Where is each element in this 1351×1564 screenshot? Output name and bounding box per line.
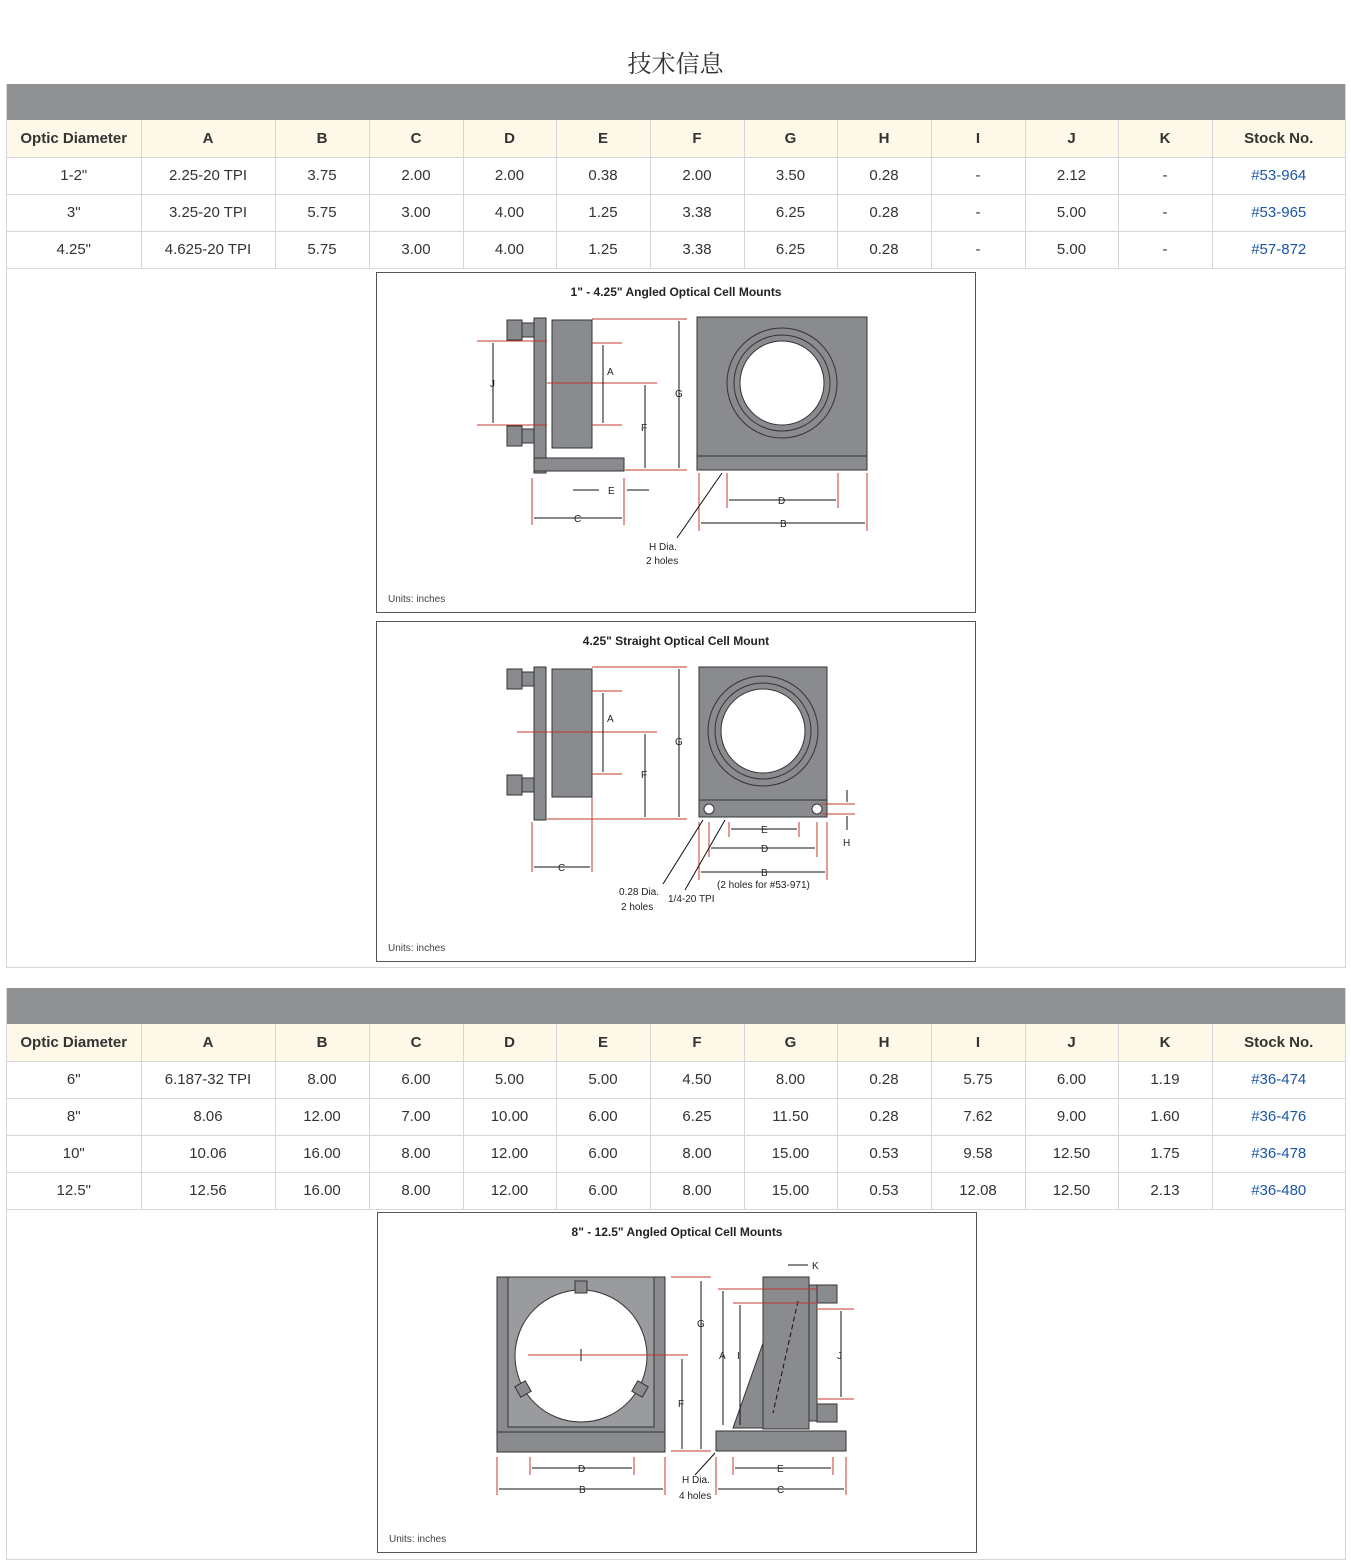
column-header: B bbox=[275, 1024, 369, 1061]
hole-label: 0.28 Dia. bbox=[619, 887, 660, 898]
dimension-cell: 2.00 bbox=[463, 157, 556, 194]
stock-number-cell bbox=[1212, 231, 1345, 268]
column-header: K bbox=[1118, 1024, 1212, 1061]
dimension-cell: 12.00 bbox=[463, 1135, 556, 1172]
dimension-cell: 6.00 bbox=[369, 1061, 463, 1098]
column-header: K bbox=[1118, 120, 1212, 157]
drawing-straight bbox=[376, 621, 976, 962]
dim-c-label: C bbox=[777, 1485, 785, 1496]
column-header: A bbox=[141, 1024, 275, 1061]
units-label: Units: inches bbox=[389, 1534, 447, 1545]
dimension-cell: 10.00 bbox=[463, 1098, 556, 1135]
column-header: Stock No. bbox=[1212, 1024, 1345, 1061]
column-header: B bbox=[275, 120, 369, 157]
dimension-cell: 1.75 bbox=[1118, 1135, 1212, 1172]
dimension-cell: 8.00 bbox=[275, 1061, 369, 1098]
section-header-bar bbox=[7, 84, 1345, 120]
dimension-cell: 1.60 bbox=[1118, 1098, 1212, 1135]
stock-number-cell bbox=[1212, 157, 1345, 194]
dimension-cell: 12.56 bbox=[141, 1172, 275, 1209]
dimension-cell: 1.25 bbox=[556, 231, 650, 268]
dim-f-label: F bbox=[641, 770, 648, 781]
drawing-title: 8" - 12.5" Angled Optical Cell Mounts bbox=[571, 1225, 783, 1239]
dimension-cell: 2.12 bbox=[1025, 157, 1118, 194]
thread-label: 1/4-20 TPI bbox=[668, 894, 715, 905]
column-header: C bbox=[369, 1024, 463, 1061]
units-label: Units: inches bbox=[388, 943, 446, 954]
dimension-cell: 3.38 bbox=[650, 231, 744, 268]
table-row bbox=[7, 1098, 1345, 1135]
dim-j-label: J bbox=[837, 1351, 842, 1362]
dimension-cell: 12.50 bbox=[1025, 1172, 1118, 1209]
column-header: A bbox=[141, 120, 275, 157]
drawing-title: 4.25" Straight Optical Cell Mount bbox=[582, 634, 770, 648]
table-row bbox=[7, 231, 1345, 268]
stock-number-cell bbox=[1212, 194, 1345, 231]
stock-number-cell bbox=[1212, 1172, 1345, 1209]
stock-number-link[interactable]: #57-872 bbox=[1251, 241, 1307, 258]
dim-g-label: G bbox=[697, 1319, 705, 1330]
dim-d-label: D bbox=[778, 496, 786, 507]
dimension-cell: 8.06 bbox=[141, 1098, 275, 1135]
dimension-cell: 6.00 bbox=[556, 1098, 650, 1135]
dimension-cell: 0.28 bbox=[837, 1098, 931, 1135]
dimension-cell: 11.50 bbox=[744, 1098, 837, 1135]
dim-j-label: J bbox=[490, 379, 495, 390]
dimension-cell: 7.00 bbox=[369, 1098, 463, 1135]
dimension-cell: 2.00 bbox=[650, 157, 744, 194]
dimension-cell: 3.00 bbox=[369, 194, 463, 231]
dimension-cell: 16.00 bbox=[275, 1172, 369, 1209]
drawing-angled-large bbox=[377, 1212, 977, 1553]
dimension-cell: 2.00 bbox=[369, 157, 463, 194]
column-header: H bbox=[837, 120, 931, 157]
optic-diameter-cell: 10" bbox=[7, 1135, 141, 1172]
dimension-cell: 15.00 bbox=[744, 1172, 837, 1209]
dimension-cell: 4.00 bbox=[463, 194, 556, 231]
dimension-cell: 0.28 bbox=[837, 157, 931, 194]
dim-f-label: F bbox=[678, 1399, 685, 1410]
note-label: (2 holes for #53-971) bbox=[717, 880, 810, 891]
column-header: D bbox=[463, 1024, 556, 1061]
stock-number-link[interactable]: #53-964 bbox=[1251, 167, 1307, 184]
optic-diameter-cell: 3" bbox=[7, 194, 141, 231]
dimension-cell: 3.38 bbox=[650, 194, 744, 231]
column-header: E bbox=[556, 120, 650, 157]
spec-table-2 bbox=[7, 1024, 1345, 1210]
stock-number-link[interactable]: #36-478 bbox=[1251, 1145, 1307, 1162]
dimension-cell: 12.00 bbox=[275, 1098, 369, 1135]
table-row bbox=[7, 1135, 1345, 1172]
table-row bbox=[7, 1172, 1345, 1209]
spec-table-1 bbox=[7, 120, 1345, 269]
dim-b-label: B bbox=[780, 519, 787, 530]
optic-diameter-cell: 6" bbox=[7, 1061, 141, 1098]
dim-b-label: B bbox=[761, 868, 768, 879]
dim-h-label: H bbox=[843, 838, 851, 849]
table-row bbox=[7, 194, 1345, 231]
section-header-bar bbox=[7, 988, 1345, 1024]
dim-a-label: A bbox=[719, 1351, 726, 1362]
dimension-cell: - bbox=[1118, 194, 1212, 231]
dimension-cell: 0.53 bbox=[837, 1135, 931, 1172]
hole-label: H Dia. bbox=[649, 542, 677, 553]
dim-g-label: G bbox=[675, 737, 683, 748]
angled-mount-diagram bbox=[377, 273, 977, 614]
optic-diameter-cell: 12.5" bbox=[7, 1172, 141, 1209]
stock-number-link[interactable]: #36-474 bbox=[1251, 1071, 1307, 1088]
dimension-cell: 3.50 bbox=[744, 157, 837, 194]
dimension-cell: 4.00 bbox=[463, 231, 556, 268]
dimension-cell: 5.00 bbox=[1025, 194, 1118, 231]
dimension-cell: 0.28 bbox=[837, 194, 931, 231]
dimension-cell: 4.625-20 TPI bbox=[141, 231, 275, 268]
table-row bbox=[7, 157, 1345, 194]
stock-number-cell bbox=[1212, 1061, 1345, 1098]
dimension-cell: 8.00 bbox=[369, 1135, 463, 1172]
column-header: H bbox=[837, 1024, 931, 1061]
dimension-cell: 16.00 bbox=[275, 1135, 369, 1172]
drawing-angled-small bbox=[376, 272, 976, 613]
table-row bbox=[7, 1061, 1345, 1098]
column-header: J bbox=[1025, 120, 1118, 157]
stock-number-cell bbox=[1212, 1135, 1345, 1172]
column-header: D bbox=[463, 120, 556, 157]
dimension-cell: 6.00 bbox=[556, 1135, 650, 1172]
dimension-cell: 5.00 bbox=[463, 1061, 556, 1098]
column-header: G bbox=[744, 1024, 837, 1061]
dimension-cell: 0.53 bbox=[837, 1172, 931, 1209]
dim-c-label: C bbox=[558, 863, 566, 874]
dim-k-label: K bbox=[812, 1261, 819, 1272]
column-header: F bbox=[650, 120, 744, 157]
dim-b-label: B bbox=[579, 1485, 586, 1496]
dimension-cell: 12.50 bbox=[1025, 1135, 1118, 1172]
dimension-cell: 5.00 bbox=[556, 1061, 650, 1098]
column-header: F bbox=[650, 1024, 744, 1061]
column-header: I bbox=[931, 1024, 1025, 1061]
table-header-row bbox=[7, 1024, 1345, 1061]
dimension-cell: 6.00 bbox=[556, 1172, 650, 1209]
dimension-cell: 0.38 bbox=[556, 157, 650, 194]
dimension-cell: 7.62 bbox=[931, 1098, 1025, 1135]
column-header: Stock No. bbox=[1212, 120, 1345, 157]
dimension-cell: 6.00 bbox=[1025, 1061, 1118, 1098]
dimension-cell: 3.25-20 TPI bbox=[141, 194, 275, 231]
drawing-title: 1" - 4.25" Angled Optical Cell Mounts bbox=[570, 285, 782, 299]
dim-a-label: A bbox=[607, 367, 614, 378]
dimension-cell: 3.75 bbox=[275, 157, 369, 194]
column-header: G bbox=[744, 120, 837, 157]
dimension-cell: 8.00 bbox=[369, 1172, 463, 1209]
dim-e-label: E bbox=[761, 825, 768, 836]
column-header: J bbox=[1025, 1024, 1118, 1061]
dimension-cell: - bbox=[1118, 231, 1212, 268]
dimension-cell: 5.75 bbox=[931, 1061, 1025, 1098]
dimension-cell: 6.25 bbox=[650, 1098, 744, 1135]
dimension-cell: 5.00 bbox=[1025, 231, 1118, 268]
stock-number-cell bbox=[1212, 1098, 1345, 1135]
stock-number-link[interactable]: #53-965 bbox=[1251, 204, 1307, 221]
dimension-cell: - bbox=[931, 194, 1025, 231]
dimension-cell: 2.25-20 TPI bbox=[141, 157, 275, 194]
dimension-cell: 12.00 bbox=[463, 1172, 556, 1209]
angled-large-mount-diagram bbox=[378, 1213, 978, 1554]
dimension-cell: 2.13 bbox=[1118, 1172, 1212, 1209]
stock-number-link[interactable]: #36-480 bbox=[1251, 1182, 1307, 1199]
optic-diameter-cell: 4.25" bbox=[7, 231, 141, 268]
dimension-cell: 1.19 bbox=[1118, 1061, 1212, 1098]
dimension-cell: 5.75 bbox=[275, 194, 369, 231]
column-header: I bbox=[931, 120, 1025, 157]
hole-count-label: 4 holes bbox=[679, 1491, 712, 1502]
dimension-cell: 8.00 bbox=[744, 1061, 837, 1098]
dimension-cell: 8.00 bbox=[650, 1135, 744, 1172]
dim-c-label: C bbox=[574, 514, 582, 525]
dim-f-label: F bbox=[641, 423, 648, 434]
column-header: Optic Diameter bbox=[7, 1024, 141, 1061]
hole-label: H Dia. bbox=[682, 1475, 710, 1486]
dimension-cell: - bbox=[1118, 157, 1212, 194]
column-header: C bbox=[369, 120, 463, 157]
dimension-cell: 1.25 bbox=[556, 194, 650, 231]
dimension-cell: - bbox=[931, 157, 1025, 194]
dim-e-label: E bbox=[777, 1464, 784, 1475]
dim-a-label: A bbox=[607, 714, 614, 725]
dimension-cell: 6.25 bbox=[744, 194, 837, 231]
dimension-cell: 0.28 bbox=[837, 1061, 931, 1098]
dimension-cell: 6.187-32 TPI bbox=[141, 1061, 275, 1098]
dimension-cell: 9.00 bbox=[1025, 1098, 1118, 1135]
units-label: Units: inches bbox=[388, 594, 446, 605]
dimension-cell: 5.75 bbox=[275, 231, 369, 268]
page-title: 技术信息 bbox=[627, 50, 724, 78]
dimension-cell: 6.25 bbox=[744, 231, 837, 268]
optic-diameter-cell: 1-2" bbox=[7, 157, 141, 194]
dim-e-label: E bbox=[608, 486, 615, 497]
column-header: E bbox=[556, 1024, 650, 1061]
dim-d-label: D bbox=[578, 1464, 586, 1475]
column-header: Optic Diameter bbox=[7, 120, 141, 157]
dimension-cell: - bbox=[931, 231, 1025, 268]
dimension-cell: 9.58 bbox=[931, 1135, 1025, 1172]
dimension-cell: 10.06 bbox=[141, 1135, 275, 1172]
straight-mount-diagram bbox=[377, 622, 977, 963]
dimension-cell: 15.00 bbox=[744, 1135, 837, 1172]
dimension-cell: 3.00 bbox=[369, 231, 463, 268]
dim-i-label: I bbox=[737, 1351, 740, 1362]
dimension-cell: 4.50 bbox=[650, 1061, 744, 1098]
hole-count-label: 2 holes bbox=[646, 556, 679, 567]
table-header-row bbox=[7, 120, 1345, 157]
dim-d-label: D bbox=[761, 844, 769, 855]
dimension-cell: 0.28 bbox=[837, 231, 931, 268]
optic-diameter-cell: 8" bbox=[7, 1098, 141, 1135]
dimension-cell: 12.08 bbox=[931, 1172, 1025, 1209]
hole-count-label: 2 holes bbox=[621, 902, 654, 913]
dim-g-label: G bbox=[675, 389, 683, 400]
dimension-cell: 8.00 bbox=[650, 1172, 744, 1209]
stock-number-link[interactable]: #36-476 bbox=[1251, 1108, 1307, 1125]
